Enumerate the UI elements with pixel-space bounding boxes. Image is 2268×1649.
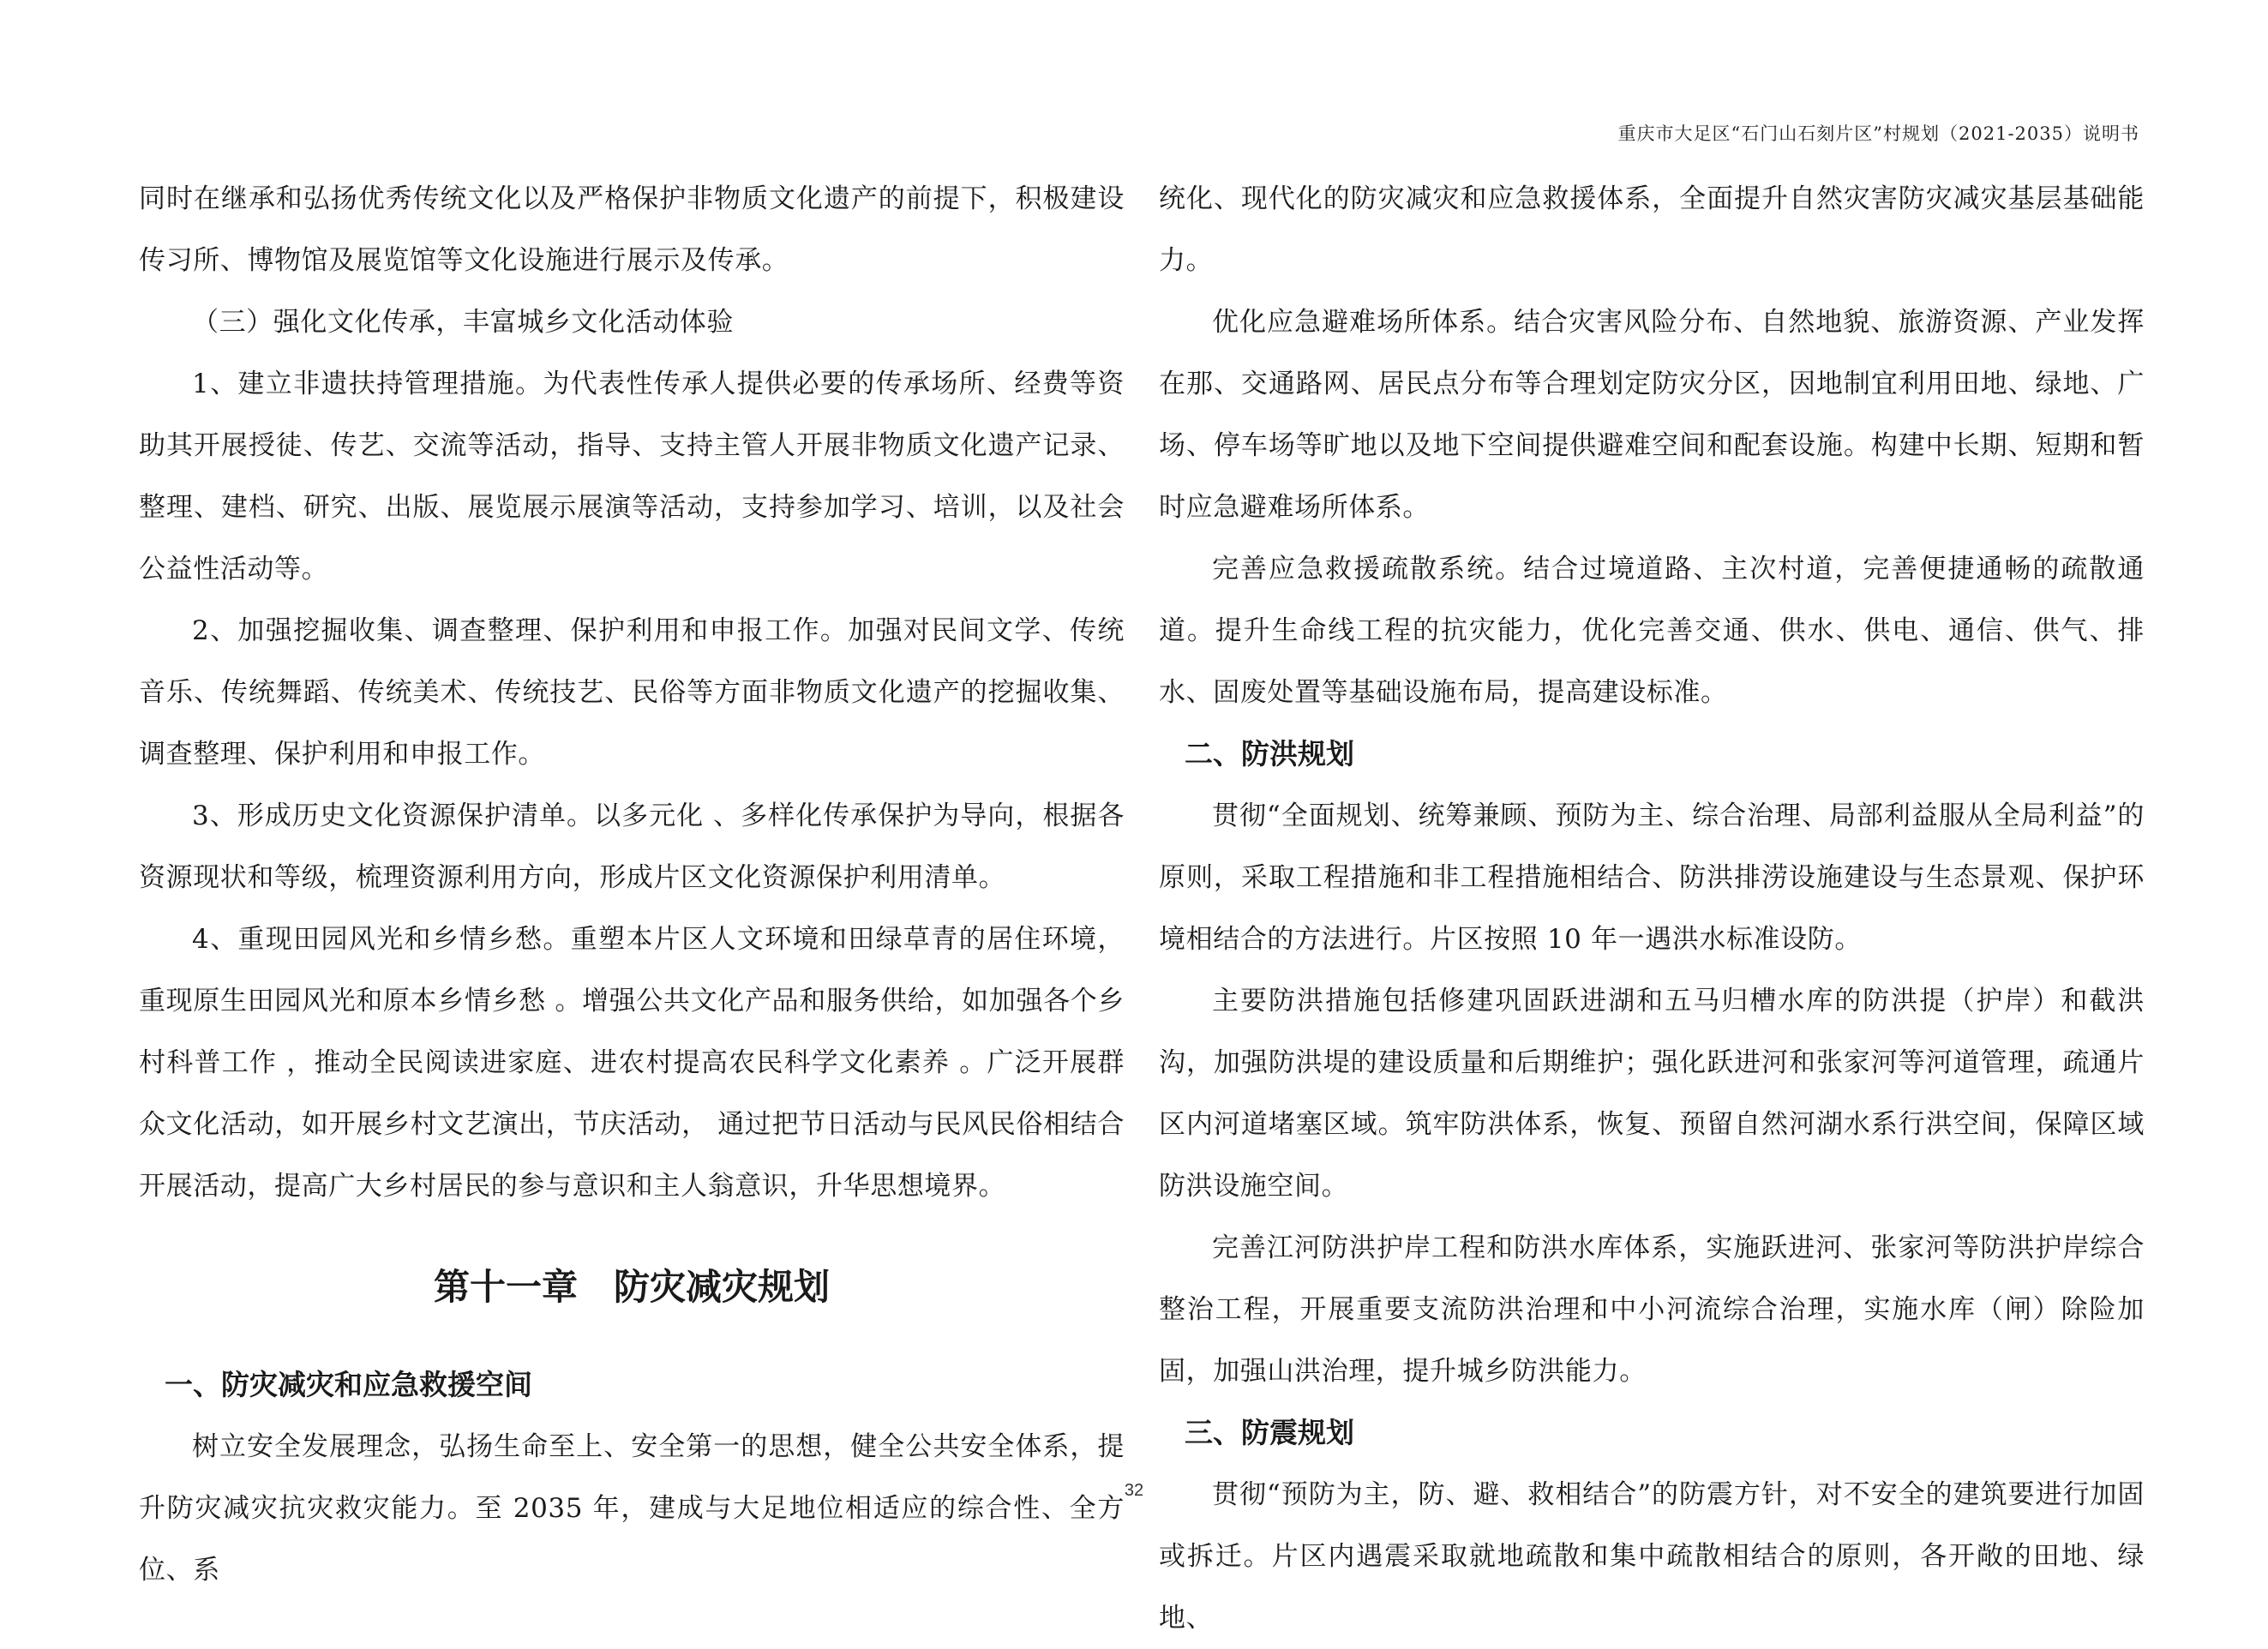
- paragraph: 树立安全发展理念，弘扬生命至上、安全第一的思想，健全公共安全体系，提升防灾减灾抗灾救灾能力。至 2035 年，建成与大足地位相适应的综合性、全方位、系: [139, 1431, 1125, 1586]
- left-column: [139, 168, 1125, 1601]
- list-item: 1、建立非遗扶持管理措施。为代表性传承人提供必要的传承场所、经费等资助其开展授徒、传艺、交流等活动，指导、支持主管人开展非物质文化遗产记录、整理、建档、研究、出版、展览展示展演等活动，支持参加学习、培训，以及社会公益性活动等。: [139, 369, 1125, 585]
- paragraph: 优化应急避难场所体系。结合灾害风险分布、自然地貌、旅游资源、产业发挥在那、交通路网、居民点分布等合理划定防灾分区，因地制宜利用田地、绿地、广场、停车场等旷地以及地下空间提供避难空间和配套设施。构建中长期、短期和暂时应急避难场所体系。: [1159, 307, 2145, 523]
- paragraph-continuation: 统化、现代化的防灾减灾和应急救援体系，全面提升自然灾害防灾减灾基层基础能力。: [1159, 183, 2145, 276]
- paragraph: 完善江河防洪护岸工程和防洪水库体系，实施跃进河、张家河等防洪护岸综合整治工程，开展重要支流防洪治理和中小河流综合治理，实施水库（闸）除险加固，加强山洪治理，提升城乡防洪能力。: [1159, 1232, 2145, 1387]
- chapter-title: 第十一章 防灾减灾规划: [433, 1266, 830, 1308]
- section-title: 二、防洪规划: [1185, 737, 1354, 771]
- paragraph: 贯彻“全面规划、统筹兼顾、预防为主、综合治理、局部利益服从全局利益”的原则，采取工程措施和非工程措施相结合、防洪排涝设施建设与生态景观、保护环境相结合的方法进行。片区按照 10 年一遇洪水标准设防。: [1159, 801, 2145, 955]
- list-item: 4、重现田园风光和乡情乡愁。重塑本片区人文环境和田绿草青的居住环境，重现原生田园风光和原本乡情乡愁 。增强公共文化产品和服务供给，如加强各个乡村科普工作 ，推动全民阅读进家庭、进农村提高农民科学文化素养 。广泛开展群众文化活动，如开展乡村文艺演出，节庆活动， 通过把节日活动与民风民俗相结合开展活动，提高广大乡村居民的参与意识和主人翁意识，升华思想境界。: [139, 924, 1125, 1202]
- section-title: 一、防灾减灾和应急救援空间: [165, 1368, 532, 1401]
- right-column: [1159, 168, 2145, 1649]
- paragraph: 贯彻“预防为主，防、避、救相结合”的防震方针，对不安全的建筑要进行加固或拆迁。片区内遇震采取就地疏散和集中疏散相结合的原则，各开敞的田地、绿地、: [1159, 1479, 2145, 1634]
- page-number: 32: [1124, 1481, 1144, 1500]
- list-item: 2、加强挖掘收集、调查整理、保护利用和申报工作。加强对民间文学、传统音乐、传统舞蹈、传统美术、传统技艺、民俗等方面非物质文化遗产的挖掘收集、调查整理、保护利用和申报工作。: [139, 615, 1125, 770]
- list-item: 3、形成历史文化资源保护清单。以多元化 、多样化传承保护为导向，根据各资源现状和等级，梳理资源利用方向，形成片区文化资源保护利用清单。: [139, 801, 1125, 893]
- paragraph: 完善应急救援疏散系统。结合过境道路、主次村道，完善便捷通畅的疏散通道。提升生命线工程的抗灾能力，优化完善交通、供水、供电、通信、供气、排水、固废处置等基础设施布局，提高建设标准。: [1159, 554, 2145, 708]
- section-title: 三、防震规划: [1185, 1416, 1354, 1449]
- subsection-heading: （三）强化文化传承，丰富城乡文化活动体验: [192, 307, 734, 338]
- document-header: 重庆市大足区“石门山石刻片区”村规划（2021-2035）说明书: [1617, 123, 2139, 144]
- paragraph: 主要防洪措施包括修建巩固跃进湖和五马归槽水库的防洪提（护岸）和截洪沟，加强防洪堤的建设质量和后期维护；强化跃进河和张家河等河道管理，疏通片区内河道堵塞区域。筑牢防洪体系，恢复、预留自然河湖水系行洪空间，保障区域防洪设施空间。: [1159, 986, 2145, 1202]
- paragraph-continuation: 同时在继承和弘扬优秀传统文化以及严格保护非物质文化遗产的前提下，积极建设传习所、博物馆及展览馆等文化设施进行展示及传承。: [139, 183, 1125, 276]
